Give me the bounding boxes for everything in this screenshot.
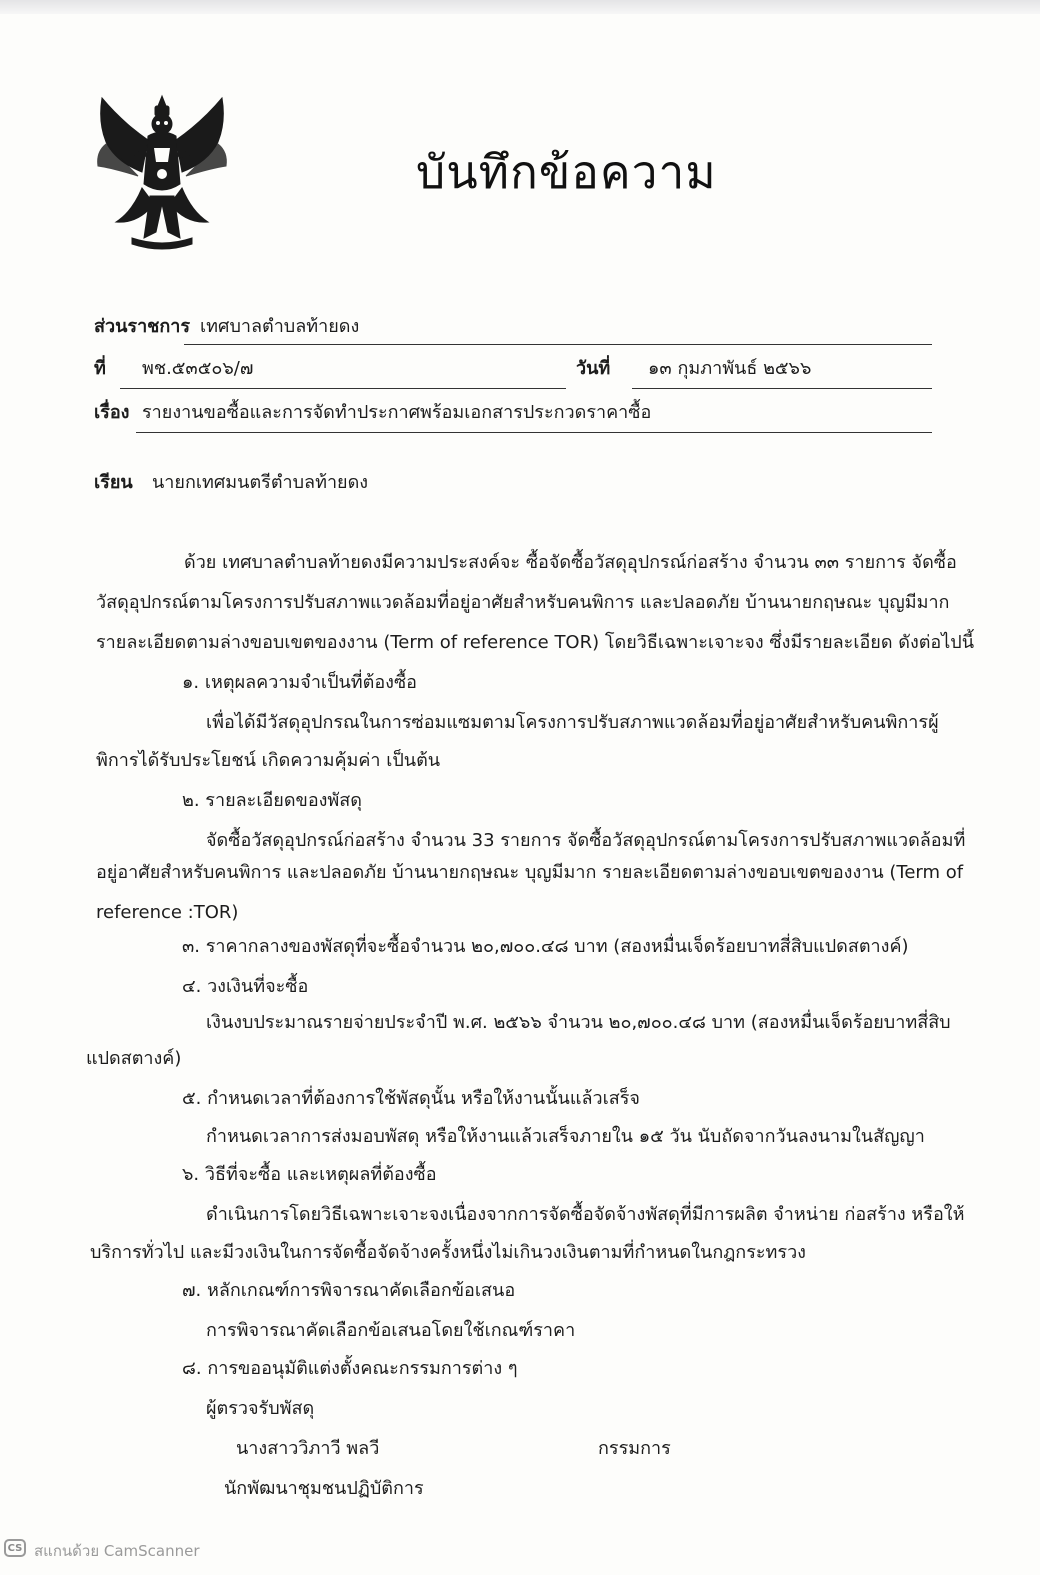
body-line: การพิจารณาคัดเลือกข้อเสนอโดยใช้เกณฑ์ราคา (206, 1320, 576, 1341)
committee-member-name: นางสาววิภาวี พลวี (236, 1438, 380, 1459)
body-line: อยู่อาศัยสำหรับคนพิการ และปลอดภัย บ้านนายกฤษณะ บุญมีมาก รายละเอียดตามล่างขอบเขตของงาน (Term of (96, 862, 964, 883)
body-line: พิการได้รับประโยชน์ เกิดความคุ้มค่า เป็นต้น (96, 750, 441, 771)
camscanner-logo-icon: CS (4, 1539, 26, 1557)
body-line: ดำเนินการโดยวิธีเฉพาะเจาะจงเนื่องจากการจัดซื้อจัดจ้างพัสดุที่มีการผลิต จำหน่าย ก่อสร้าง หรือให้ (206, 1204, 965, 1225)
section-heading-2: ๒. รายละเอียดของพัสดุ (182, 790, 362, 811)
date-label: วันที่ (576, 358, 611, 379)
section-heading-7: ๗. หลักเกณฑ์การพิจารณาคัดเลือกข้อเสนอ (182, 1280, 516, 1301)
ref-value: พช.๕๓๕๐๖/๗ (142, 358, 254, 379)
date-rule (632, 388, 932, 389)
body-line: วัสดุอุปกรณ์ตามโครงการปรับสภาพแวดล้อมที่อยู่อาศัยสำหรับคนพิการ และปลอดภัย บ้านนายกฤษณะ บุญมีมาก (96, 592, 950, 613)
committee-member-position: นักพัฒนาชุมชนปฏิบัติการ (224, 1478, 424, 1499)
body-line: reference :TOR) (96, 902, 239, 923)
subject-rule (136, 432, 932, 433)
body-line: ด้วย เทศบาลตำบลท้ายดงมีความประสงค์จะ ซื้อจัดซื้อวัสดุอุปกรณ์ก่อสร้าง จำนวน ๓๓ รายการ จัดซื้อ (184, 552, 957, 573)
scan-top-edge (0, 0, 1040, 14)
section-heading-8: ๘. การขออนุมัติแต่งตั้งคณะกรรมการต่าง ๆ (182, 1358, 518, 1379)
section-heading-4: ๔. วงเงินที่จะซื้อ (182, 976, 309, 997)
committee-role-heading: ผู้ตรวจรับพัสดุ (206, 1398, 315, 1419)
section-heading-1: ๑. เหตุผลความจำเป็นที่ต้องซื้อ (182, 672, 417, 693)
body-line: จัดซื้อวัสดุอุปกรณ์ก่อสร้าง จำนวน 33 รายการ จัดซื้อวัสดุอุปกรณ์ตามโครงการปรับสภาพแวดล้อมที่ (206, 830, 966, 851)
subject-label: เรื่อง (94, 402, 130, 423)
body-line: เพื่อได้มีวัสดุอุปกรณในการซ่อมแซมตามโครงการปรับสภาพแวดล้อมที่อยู่อาศัยสำหรับคนพิการผู้ (206, 712, 939, 733)
ref-rule (120, 388, 566, 389)
agency-rule (184, 344, 932, 345)
to-value: นายกเทศมนตรีตำบลท้ายดง (152, 472, 369, 493)
memo-title: บันทึกข้อความ (416, 145, 717, 199)
body-line: กำหนดเวลาการส่งมอบพัสดุ หรือให้งานแล้วเสร็จภายใน ๑๕ วัน นับถัดจากวันลงนามในสัญญา (206, 1126, 925, 1147)
date-value: ๑๓ กุมภาพันธ์ ๒๕๖๖ (648, 358, 812, 379)
ref-label: ที่ (94, 358, 106, 379)
subject-value: รายงานขอซื้อและการจัดทำประกาศพร้อมเอกสารประกวดราคาซื้อ (142, 402, 652, 423)
body-line: แปดสตางค์) (86, 1048, 182, 1069)
body-line: เงินงบประมาณรายจ่ายประจำปี พ.ศ. ๒๕๖๖ จำนวน ๒๐,๗๐๐.๔๘ บาท (สองหมื่นเจ็ดร้อยบาทสี่สิบ (206, 1012, 951, 1033)
committee-member-role: กรรมการ (598, 1438, 671, 1459)
section-heading-6: ๖. วิธีที่จะซื้อ และเหตุผลที่ต้องซื้อ (182, 1164, 437, 1185)
camscanner-watermark: สแกนด้วย CamScanner (34, 1542, 200, 1560)
agency-label: ส่วนราชการ (94, 316, 191, 337)
garuda-emblem-icon (92, 92, 232, 252)
body-line: รายละเอียดตามล่างขอบเขตของงาน (Term of reference TOR) โดยวิธีเฉพาะเจาะจง ซึ่งมีรายละเอียด ดังต่อไปนี้ (96, 632, 975, 653)
section-heading-3: ๓. ราคากลางของพัสดุที่จะซื้อจำนวน ๒๐,๗๐๐.๔๘ บาท (สองหมื่นเจ็ดร้อยบาทสี่สิบแปดสตางค์) (182, 936, 909, 957)
body-line: บริการทั่วไป และมีวงเงินในการจัดซื้อจัดจ้างครั้งหนึ่งไม่เกินวงเงินตามที่กำหนดในกฎกระทรวง (90, 1242, 806, 1263)
agency-value: เทศบาลตำบลท้ายดง (200, 316, 360, 337)
to-label: เรียน (94, 472, 133, 493)
section-heading-5: ๕. กำหนดเวลาที่ต้องการใช้พัสดุนั้น หรือให้งานนั้นแล้วเสร็จ (182, 1088, 640, 1109)
